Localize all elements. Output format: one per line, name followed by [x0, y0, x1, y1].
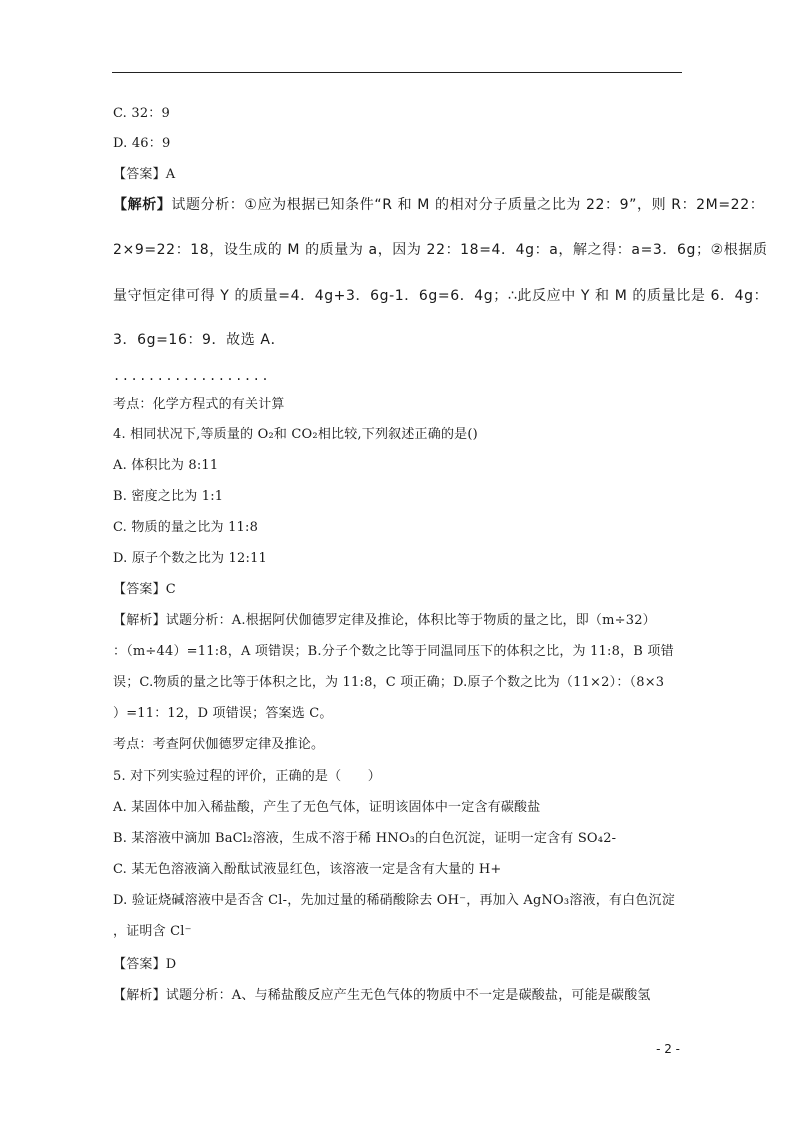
question-5-stem: 5. 对下列实验过程的评价，正确的是（ ）	[113, 769, 381, 784]
option-d-line: D. 46：9	[113, 136, 171, 151]
topic-line: 考点：化学方程式的有关计算	[113, 397, 285, 412]
option-c-line: C. 32：9	[113, 106, 170, 121]
analysis-line-3: 量守恒定律可得 Y 的质量=4．4g+3．6g-1．6g=6．4g；∴此反应中 Y 和 M 的质量比是 6．4g：	[113, 288, 769, 304]
analysis-paragraph-line	[113, 196, 764, 214]
question-4-stem: 4. 相同状况下,等质量的 O₂和 CO₂相比较,下列叙述正确的是()	[113, 427, 478, 442]
analysis-label: 【解析】	[113, 197, 172, 213]
question-5-option-c: C. 某无色溶液滴入酚酞试液显红色，该溶液一定是含有大量的 H+	[113, 862, 502, 877]
analysis-text: 试题分析：①应为根据已知条件“R 和 M 的相对分子质量之比为 22：9”，则 R：2M=22：	[171, 197, 765, 213]
question-4-analysis-line-3: 误；C.物质的量之比等于体积之比，为 11:8，C 项正确；D.原子个数之比为（11×2）：（8×3	[113, 675, 665, 690]
question-4-answer: 【答案】C	[113, 582, 176, 597]
question-5-option-b: B. 某溶液中滴加 BaCl₂溶液，生成不溶于稀 HNO₃的白色沉淀，证明一定含有 SO₄2-	[113, 831, 617, 846]
question-4-option-c: C. 物质的量之比为 11:8	[113, 520, 259, 535]
question-5-answer: 【答案】D	[113, 957, 177, 972]
page-number: - 2 -	[656, 1042, 680, 1056]
answer-line: 【答案】A	[113, 167, 176, 182]
question-4-analysis-line-1: 【解析】试题分析：A.根据阿伏伽德罗定律及推论，体积比等于物质的量之比，即（m÷32）	[113, 613, 656, 628]
question-4-analysis-line-4: ）=11：12，D 项错误；答案选 C。	[113, 706, 333, 721]
question-4-option-d: D. 原子个数之比为 12:11	[113, 551, 268, 566]
question-5-option-a: A. 某固体中加入稀盐酸，产生了无色气体，证明该固体中一定含有碳酸盐	[113, 800, 541, 815]
question-4-option-a: A. 体积比为 8:11	[113, 458, 219, 473]
question-5-analysis-line-1: 【解析】试题分析：A、与稀盐酸反应产生无色气体的物质中不一定是碳酸盐，可能是碳酸氢	[113, 988, 651, 1003]
question-5-option-d-line-2: ，证明含 Cl⁻	[113, 924, 192, 939]
question-4-analysis-line-2: ：（m÷44）=11:8，A 项错误；B.分子个数之比等于同温同压下的体积之比，为 11:8，B 项错	[113, 644, 674, 659]
dotted-separator: ..................	[113, 369, 271, 383]
analysis-line-2: 2×9=22：18，设生成的 M 的质量为 a，因为 22：18=4．4g：a，解之得：a=3．6g；②根据质	[113, 242, 768, 258]
question-4-option-b: B. 密度之比为 1:1	[113, 489, 224, 504]
header-rule	[112, 72, 682, 73]
question-4-topic: 考点：考查阿伏伽德罗定律及推论。	[113, 737, 325, 752]
question-5-option-d-line-1: D. 验证烧碱溶液中是否含 Cl-，先加过量的稀硝酸除去 OH⁻，再加入 AgNO₃溶液，有白色沉淀	[113, 893, 675, 908]
analysis-line-4: 3．6g=16：9．故选 A．	[113, 332, 286, 348]
